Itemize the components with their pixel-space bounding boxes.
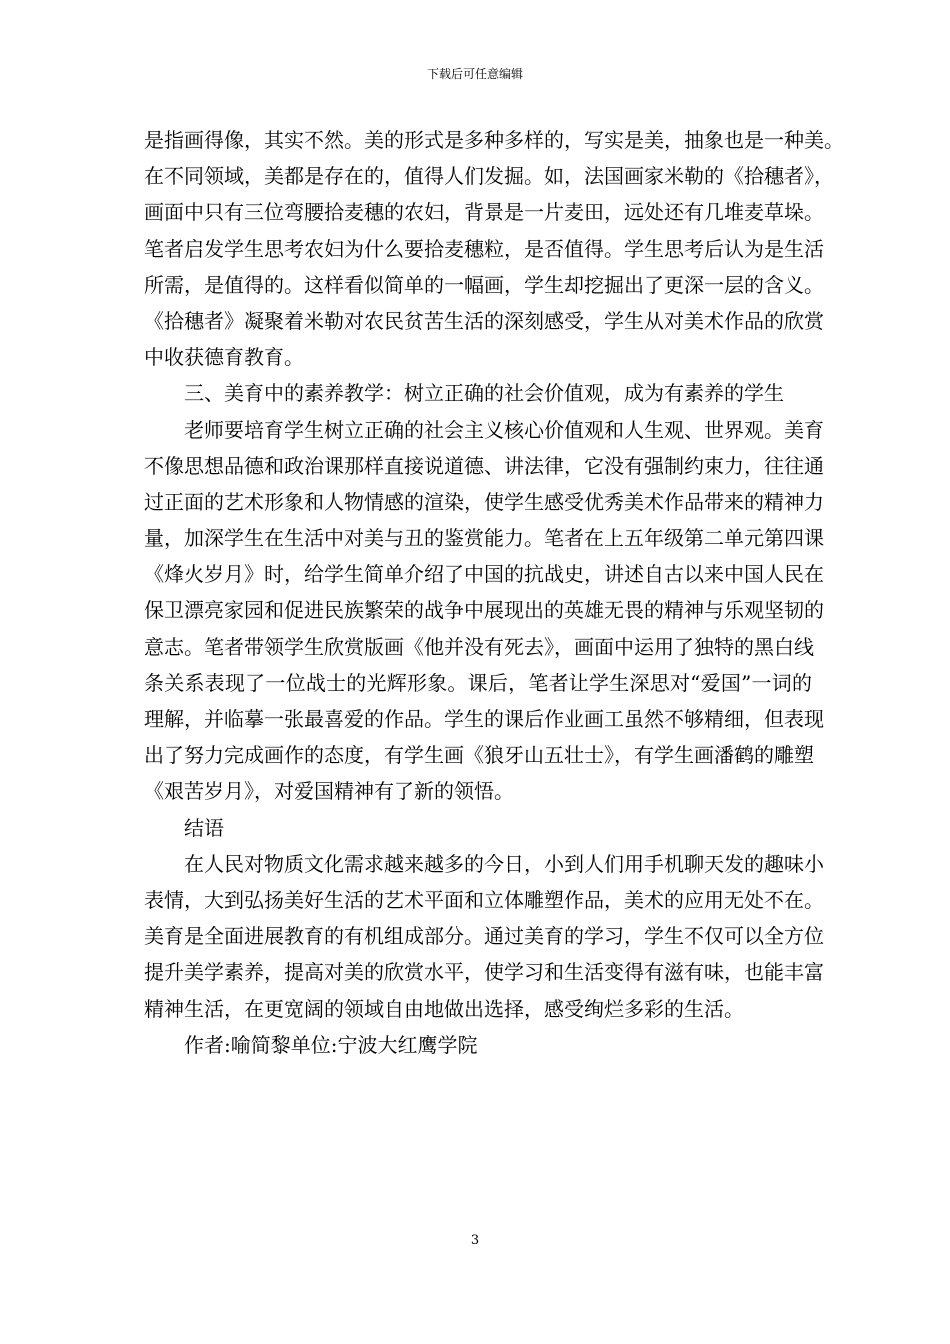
page-number: 3	[470, 1233, 480, 1248]
text-line: 《艰苦岁月》，对爱国精神有了新的领悟。	[144, 779, 514, 804]
text-line: 条关系表现了一位战士的光辉形象。课后，笔者让学生深思对“爱国”一词的	[144, 670, 812, 695]
text-line: 量，加深学生在生活中对美与丑的鉴赏能力。笔者在上五年级第二单元第四课	[144, 526, 824, 551]
text-line: 三、美育中的素养教学：树立正确的社会价值观，成为有素养的学生	[184, 381, 784, 406]
text-line: 《烽火岁月》时，给学生简单介绍了中国的抗战史，讲述自古以来中国人民在	[144, 562, 824, 587]
text-line: 表情，大到弘扬美好生活的艺术平面和立体雕塑作品，美术的应用无处不在。	[144, 887, 824, 912]
text-line: 在不同领域，美都是存在的，值得人们发掘。如，法国画家米勒的《拾穗者》，	[144, 164, 834, 189]
text-line: 意志。笔者带领学生欣赏版画《他并没有死去》，画面中运用了独特的黑白线	[144, 634, 814, 659]
text-line: 美育是全面进展教育的有机组成部分。通过美育的学习，学生不仅可以全方位	[144, 924, 824, 949]
text-line: 画面中只有三位弯腰拾麦穗的农妇，背景是一片麦田，远处还有几堆麦草垛。	[144, 200, 824, 225]
text-line: 老师要培育学生树立正确的社会主义核心价值观和人生观、世界观。美育	[184, 417, 824, 442]
text-line: 出了努力完成画作的态度，有学生画《狼牙山五壮士》，有学生画潘鹤的雕塑	[144, 743, 814, 768]
text-line: 作者:喻简黎单位:宁波大红鹰学院	[184, 1032, 478, 1057]
text-line: 《拾穗者》凝聚着米勒对农民贫苦生活的深刻感受，学生从对美术作品的欣赏	[144, 308, 824, 333]
text-line: 笔者启发学生思考农妇为什么要拾麦穗粒，是否值得。学生思考后认为是生活	[144, 236, 824, 261]
text-line: 保卫漂亮家园和促进民族繁荣的战争中展现出的英雄无畏的精神与乐观坚韧的	[144, 598, 824, 623]
text-line: 中收获德育教育。	[144, 345, 304, 370]
document-body	[144, 122, 844, 1063]
text-line: 不像思想品德和政治课那样直接说道德、讲法律，它没有强制约束力，往往通	[144, 453, 824, 478]
text-line: 提升美学素养，提高对美的欣赏水平，使学习和生活变得有滋有味，也能丰富	[144, 960, 824, 985]
text-line: 所需，是值得的。这样看似简单的一幅画，学生却挖掘出了更深一层的含义。	[144, 272, 824, 297]
text-line: 是指画得像，其实不然。美的形式是多种多样的，写实是美，抽象也是一种美。	[144, 128, 844, 152]
text-line: 过正面的艺术形象和人物情感的渲染，使学生感受优秀美术作品带来的精神力	[144, 489, 824, 514]
text-line: 理解，并临摹一张最喜爱的作品。学生的课后作业画工虽然不够精细，但表现	[144, 707, 824, 731]
page-header: 下载后可任意编辑	[426, 67, 523, 81]
text-line: 结语	[184, 815, 224, 840]
text-line: 精神生活，在更宽阔的领域自由地做出选择，感受绚烂多彩的生活。	[144, 996, 744, 1021]
text-line: 在人民对物质文化需求越来越多的今日，小到人们用手机聊天发的趣味小	[184, 851, 824, 876]
